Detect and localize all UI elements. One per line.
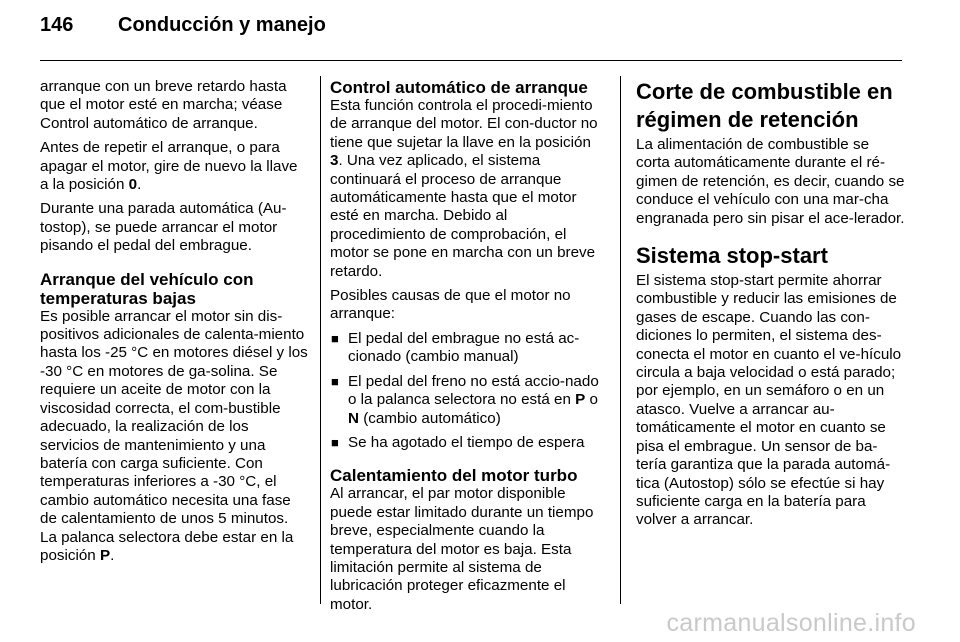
list-item: ■ El pedal del freno no está accio-nado o la palanca selectora no está en P o N (cambio automático) [331, 372, 599, 427]
watermark: carmanualsonline.info [666, 609, 916, 637]
column-2 [330, 78, 602, 620]
page-number: 146 [40, 14, 74, 36]
bullet-icon: ■ [331, 330, 339, 346]
column-divider-1 [320, 76, 321, 604]
page-header [40, 14, 326, 44]
heading-stop-start: Sistema stop-start [636, 243, 828, 269]
page-title: Conducción y manejo [118, 14, 326, 36]
header-divider [40, 60, 902, 61]
bullet-icon: ■ [331, 434, 339, 450]
paragraph-continuation: arranque con un breve retardo hasta que el motor esté en marcha; véase Control automático de arranque. [40, 78, 287, 132]
heading-auto-start-control: Control automático de arranque [330, 78, 588, 97]
paragraph-causes: Posibles causas de que el motor no arranque: [330, 287, 571, 323]
heading-fuel-cutoff: Corte de combustible en régimen de retención [636, 79, 893, 132]
paragraph-stop-start: El sistema stop-start permite ahorrar combustible y reducir las emisiones de gases de escape. Cuando las con-diciones lo permiten, el sistema des-conecta el motor en cuanto el ve-hículo circula a baja velocidad o está parado; por ejemplo, en un semáforo o en un atasco. Vuelve a arrancar au-tomáticamente el motor en cuanto se pisa el embrague. Un sensor de ba-tería garantiza que la parada automá-tica (Autostop) sólo se efectúe si hay suficiente carga en la batería para volver a arrancar. [636, 272, 902, 529]
column-1 [40, 78, 308, 571]
column-3 [636, 78, 906, 536]
paragraph-fuel-cutoff: La alimentación de combustible se corta automáticamente durante el ré-gimen de retención, es decir, cuando se conduce el vehículo con una mar-cha engranada pero sin pisar el ace-lerador. [636, 136, 905, 227]
heading-cold-start: Arranque del vehículo con temperaturas bajas [40, 269, 254, 308]
causes-list [330, 330, 602, 452]
paragraph-auto-start: Esta función controla el procedi-miento de arranque del motor. El con-ductor no tiene que sujetar la llave en la posición 3. Una vez aplicado, el sistema continuará el proceso de arranque automáticamente hasta que el motor esté en marcha. Debido al procedimiento de comprobación, el motor se pone en marcha con un breve retardo. [330, 97, 598, 280]
paragraph-autostop: Durante una parada automática (Au-tostop), se puede arrancar el motor pisando el pedal del embrague. [40, 200, 287, 255]
paragraph-turbo: Al arrancar, el par motor disponible puede estar limitado durante un tiempo breve, especialmente cuando la temperatura del motor es baja. Esta limitación permite al sistema de lubricación proteger eficazmente el motor. [330, 485, 594, 613]
column-divider-2 [620, 76, 621, 604]
bullet-icon: ■ [331, 373, 339, 389]
heading-turbo-warmup: Calentamiento del motor turbo [330, 466, 578, 486]
paragraph-cold-start: Es posible arrancar el motor sin dis-positivos adicionales de calenta-miento hasta los -25 °C en motores diésel y los -30 °C en motores de ga-solina. Se requiere un aceite de motor con la viscosidad correcta, el com-bustible adecuado, la realización de los servicios de mantenimiento y una batería con carga suficiente. Con temperaturas inferiores a -30 °C, el cambio automático necesita una fase de calentamiento de unos 5 minutos. La palanca selectora debe estar en la posición P. [40, 307, 308, 564]
list-item: ■ Se ha agotado el tiempo de espera [331, 433, 585, 451]
list-item: ■ El pedal del embrague no está ac-cionado (cambio manual) [331, 329, 580, 366]
paragraph-repeat-start: Antes de repetir el arranque, o para apagar el motor, gire de nuevo la llave a la posición 0. [40, 139, 298, 194]
